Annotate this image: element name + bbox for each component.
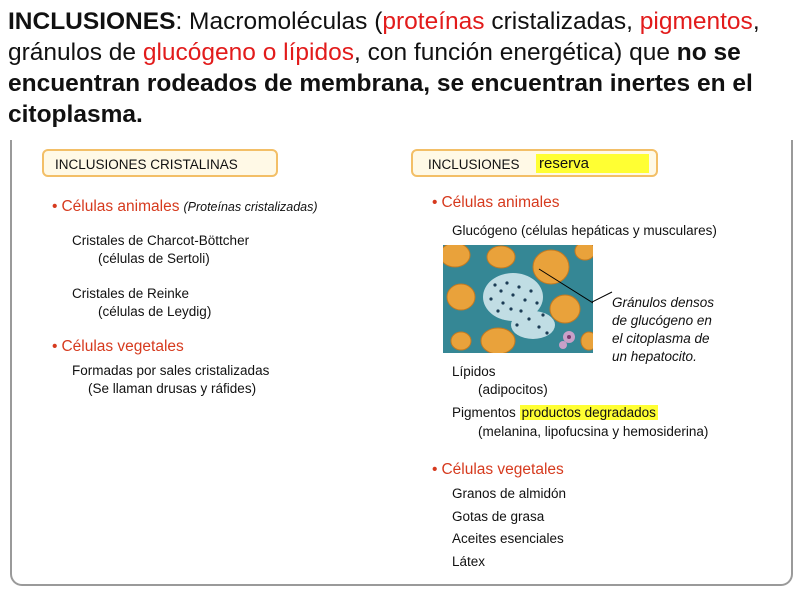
section-celulas-animales-left	[52, 197, 318, 217]
caption-line: de glucógeno en	[612, 313, 712, 328]
caption-line: Gránulos densos	[612, 295, 715, 310]
item-charcot: Cristales de Charcot-Böttcher	[72, 233, 250, 248]
heading-term: INCLUSIONES	[8, 8, 176, 35]
bullet-icon: •	[432, 194, 438, 211]
heading-red-glucogeno: glucógeno o lípidos	[142, 39, 354, 66]
heading-text-1: Macromoléculas (	[182, 8, 383, 35]
hepatocyte-micrograph	[443, 245, 593, 353]
heading-bold-tail: no se encuentran rodeados de membrana, se encuentran inertes en el citoplasma.	[8, 39, 753, 128]
section-note: (Proteínas cristalizadas)	[183, 200, 318, 214]
caption-line: el citoplasma de	[612, 331, 710, 346]
item-charcot-sub: (células de Sertoli)	[98, 251, 210, 266]
pigmentos-label: Pigmentos	[452, 405, 516, 420]
item-reinke-sub: (células de Leydig)	[98, 304, 212, 319]
bullet-icon: •	[52, 338, 58, 355]
heading-red-pigmentos: pigmentos	[639, 8, 753, 35]
veg-line-2: (Se llaman drusas y ráfides)	[88, 381, 257, 396]
pigmentos-highlight: productos degradados	[521, 405, 656, 420]
item-pigmentos-sub: (melanina, lipofucsina y hemosiderina)	[478, 424, 709, 439]
pill-highlight-reserva: reserva	[536, 154, 649, 173]
section-title: Células animales	[61, 198, 180, 215]
micrograph-image	[443, 245, 593, 353]
pill-inclusiones-cristalinas	[42, 149, 278, 177]
item-reinke: Cristales de Reinke	[72, 286, 190, 301]
section-celulas-vegetales-right	[432, 460, 564, 480]
heading	[8, 6, 794, 130]
pill-label: INCLUSIONES	[428, 157, 520, 172]
heading-text-3: , gránulos de	[8, 8, 760, 66]
section-celulas-vegetales-left	[52, 337, 184, 357]
caption-line: un hepatocito.	[612, 349, 697, 364]
bullet-icon: •	[432, 461, 438, 478]
heading-text-2: cristalizadas,	[484, 8, 640, 35]
item-pigmentos	[452, 404, 658, 422]
section-title: Células vegetales	[61, 338, 184, 355]
item-lipidos-sub: (adipocitos)	[478, 382, 548, 397]
micrograph-caption	[612, 294, 714, 366]
heading-text-4: , con función energética) que	[354, 39, 677, 66]
bullet-icon: •	[52, 198, 58, 215]
pill-label: INCLUSIONES CRISTALINAS	[55, 157, 238, 172]
veg-item: Granos de almidón	[452, 486, 567, 501]
pill-inclusiones-reserva	[411, 149, 658, 177]
heading-colon: :	[175, 8, 183, 35]
item-lipidos: Lípidos	[452, 364, 496, 379]
veg-line-1: Formadas por sales cristalizadas	[72, 363, 270, 378]
heading-red-proteinas: proteínas	[382, 8, 485, 35]
section-celulas-animales-right	[432, 193, 559, 213]
caption-pointer-line	[592, 290, 614, 306]
section-title: Células animales	[441, 194, 560, 211]
veg-item: Gotas de grasa	[452, 509, 545, 524]
section-title: Células vegetales	[441, 461, 564, 478]
veg-item: Látex	[452, 554, 486, 569]
veg-item: Aceites esenciales	[452, 531, 564, 546]
item-glucogeno: Glucógeno (células hepáticas y musculares)	[452, 223, 717, 238]
